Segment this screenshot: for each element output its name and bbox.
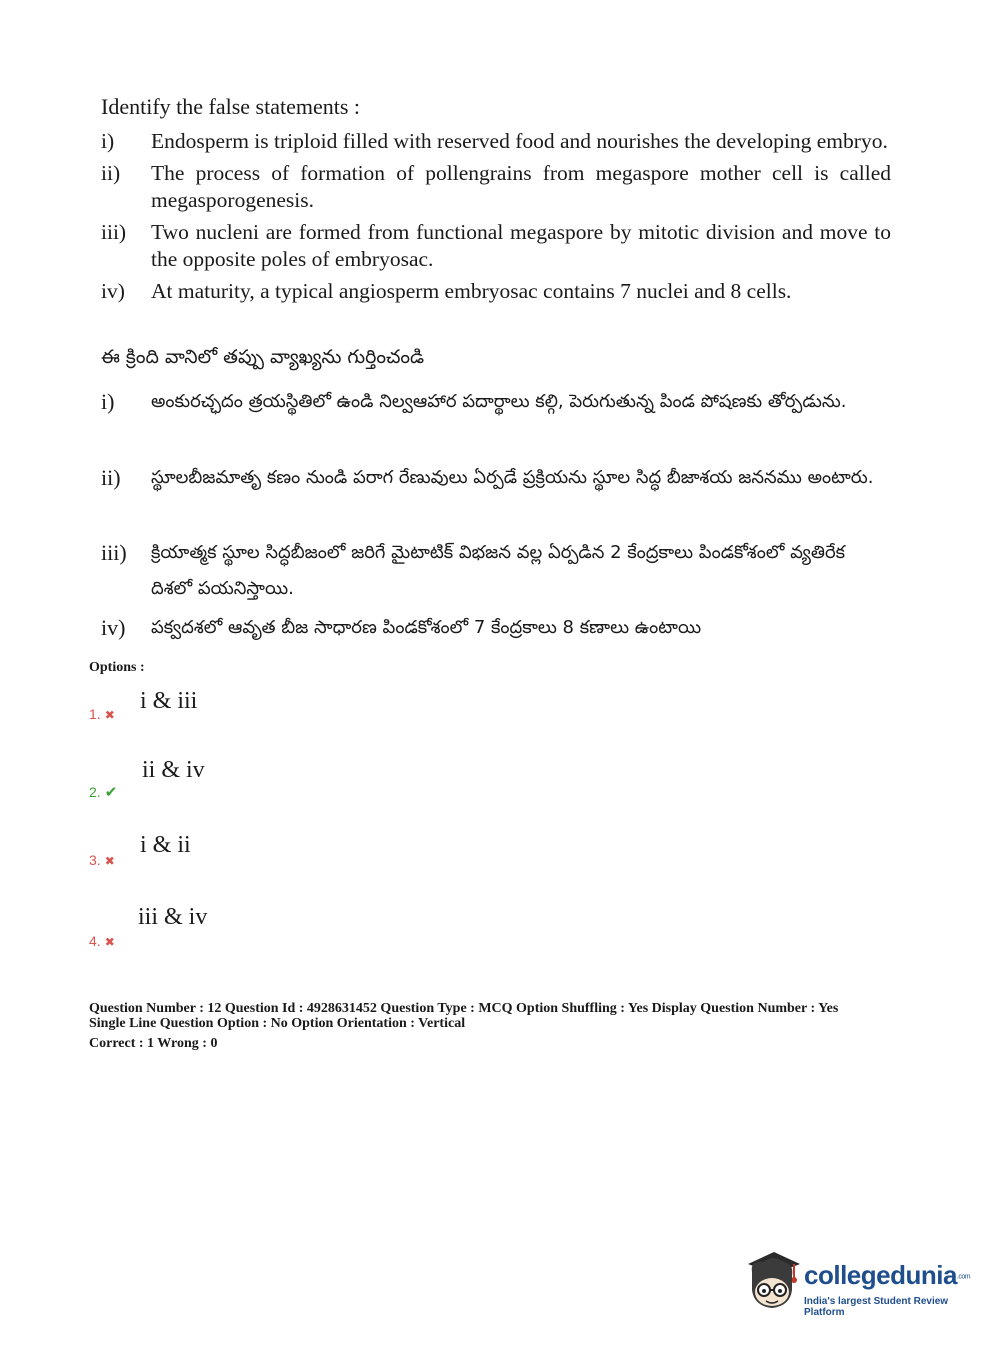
statement-number: ii) bbox=[101, 161, 121, 185]
statement-3 bbox=[101, 219, 891, 273]
statement-text: అంకురచ్ఛదం త్రయస్థితిలో ఉండి నిల్వఆహార పదార్థాలు కల్గి, పెరుగుతున్న పిండ పోషణకు తోర్పడును. bbox=[151, 391, 847, 412]
cross-icon: ✖ bbox=[104, 854, 115, 868]
question-meta-line-1: Question Number : 12 Question Id : 4928631452 Question Type : MCQ Option Shuffling : Yes Display Question Number : Yes bbox=[89, 1001, 839, 1016]
cross-icon: ✖ bbox=[104, 935, 115, 949]
options-label: Options : bbox=[89, 660, 145, 675]
statement-number: iii) bbox=[101, 540, 127, 565]
option-number: 3. bbox=[89, 852, 101, 868]
statement-text: Two nucleni are formed from functional megaspore by mitotic division and move to the opposite poles of embryosac. bbox=[151, 220, 891, 271]
brand-name: collegedunia.com bbox=[804, 1260, 971, 1290]
telugu-heading: ఈ క్రింది వానిలో తప్పు వ్యాఖ్యను గుర్తించండి bbox=[101, 346, 425, 368]
statement-text: The process of formation of pollengrains from megaspore mother cell is called megasporogenesis. bbox=[151, 161, 891, 212]
collegedunia-logo bbox=[742, 1250, 972, 1320]
option-1-marker bbox=[89, 706, 115, 724]
statement-text: Endosperm is triploid filled with reserved food and nourishes the developing embryo. bbox=[151, 129, 888, 153]
cross-icon: ✖ bbox=[104, 708, 115, 722]
telugu-statement-4 bbox=[101, 610, 891, 646]
question-heading: Identify the false statements : bbox=[101, 94, 361, 119]
telugu-statement-1 bbox=[101, 384, 891, 456]
statement-2 bbox=[101, 160, 891, 214]
statement-1 bbox=[101, 128, 891, 155]
option-2-text: ii & iv bbox=[142, 757, 205, 783]
statement-number: i) bbox=[101, 129, 115, 153]
statement-text: క్రియాత్మక స్థూల సిద్ధబీజంలో జరిగే మైటాటిక్ విభజన వల్ల ఏర్పడిన 2 కేంద్రకాలు పిండకోశంలో వ్యతిరేక దిశలో పయనిస్తాయి. bbox=[151, 542, 846, 599]
telugu-statement-3 bbox=[101, 535, 891, 607]
statement-number: ii) bbox=[101, 465, 121, 490]
statement-number: i) bbox=[101, 389, 115, 414]
statement-4 bbox=[101, 278, 891, 305]
statement-number: iv) bbox=[101, 615, 126, 640]
statement-number: iv) bbox=[101, 279, 125, 303]
question-meta-line-2: Single Line Question Option : No Option Orientation : Vertical bbox=[89, 1016, 466, 1031]
option-4-text: iii & iv bbox=[138, 904, 208, 930]
statement-text: పక్వదశలో ఆవృత బీజ సాధారణ పిండకోశంలో 7 కేంద్రకాలు 8 కణాలు ఉంటాయి bbox=[151, 617, 702, 638]
telugu-statement-2 bbox=[101, 460, 891, 532]
mascot-icon bbox=[742, 1250, 802, 1312]
option-3-text: i & ii bbox=[140, 832, 191, 858]
statement-text: At maturity, a typical angiosperm embryosac contains 7 nuclei and 8 cells. bbox=[151, 279, 792, 303]
question-meta-line-3: Correct : 1 Wrong : 0 bbox=[89, 1036, 218, 1051]
statement-text: స్థూలబీజమాతృ కణం నుండి పరాగ రేణువులు ఏర్పడే ప్రక్రియను స్థూల సిద్ధ బీజాశయ జననము అంటారు. bbox=[151, 467, 874, 488]
option-1-text: i & iii bbox=[140, 688, 198, 714]
option-2-marker bbox=[89, 783, 117, 802]
option-number: 4. bbox=[89, 933, 101, 949]
option-number: 2. bbox=[89, 784, 101, 800]
option-number: 1. bbox=[89, 706, 101, 722]
option-4-marker bbox=[89, 933, 115, 951]
brand-tagline: India's largest Student Review Platform bbox=[804, 1296, 949, 1318]
option-3-marker bbox=[89, 852, 115, 870]
check-icon: ✔ bbox=[104, 783, 118, 801]
statement-number: iii) bbox=[101, 220, 127, 244]
